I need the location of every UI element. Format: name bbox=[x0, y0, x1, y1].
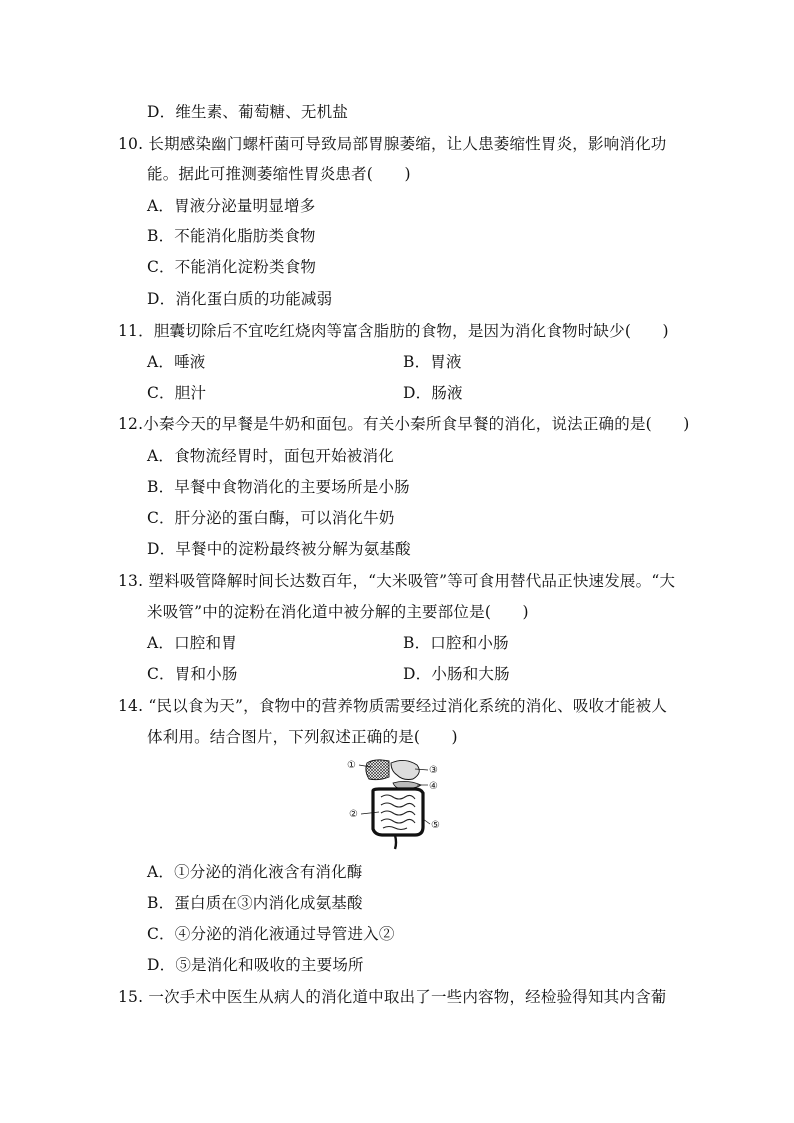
q14-stem-line1: 14. “民以食为天”，食物中的营养物质需要经过消化系统的消化、吸收才能被人 bbox=[118, 697, 668, 715]
q14-option-c: C．④分泌的消化液通过导管进入② bbox=[147, 925, 395, 943]
q12-option-d: D．早餐中的淀粉最终被分解为氨基酸 bbox=[147, 540, 411, 558]
large-intestine-shape bbox=[373, 789, 423, 835]
q13-option-b: B．口腔和小肠 bbox=[403, 634, 509, 652]
q10-option-d: D．消化蛋白质的功能减弱 bbox=[147, 290, 333, 308]
q10-option-a: A．胃液分泌量明显增多 bbox=[147, 197, 316, 215]
q11-option-c: C．胆汁 bbox=[147, 384, 207, 402]
q12-option-b: B．早餐中食物消化的主要场所是小肠 bbox=[147, 478, 410, 496]
q11-option-a: A．唾液 bbox=[147, 353, 206, 371]
q10-stem-line2: 能。据此可推测萎缩性胃炎患者( ) bbox=[147, 165, 411, 183]
q14-option-b: B．蛋白质在③内消化成氨基酸 bbox=[147, 894, 363, 912]
liver-shape bbox=[366, 760, 389, 780]
label-1: ① bbox=[347, 760, 356, 771]
q14-stem-line2: 体利用。结合图片，下列叙述正确的是( ) bbox=[147, 728, 458, 746]
q13-option-a: A．口腔和胃 bbox=[147, 634, 237, 652]
label-5: ⑤ bbox=[431, 820, 440, 831]
label-4: ④ bbox=[429, 781, 438, 792]
q15-stem-line1: 15. 一次手术中医生从病人的消化道中取出了一些内容物，经检验得知其内含葡 bbox=[118, 988, 667, 1006]
q14-option-d: D．⑤是消化和吸收的主要场所 bbox=[147, 956, 364, 974]
q10-stem-line1: 10. 长期感染幽门螺杆菌可导致局部胃腺萎缩，让人患萎缩性胃炎，影响消化功 bbox=[118, 135, 667, 153]
q9-option-d: D．维生素、葡萄糖、无机盐 bbox=[147, 103, 349, 121]
digestive-system-figure bbox=[345, 755, 455, 850]
label-2: ② bbox=[349, 809, 358, 820]
q10-option-c: C．不能消化淀粉类食物 bbox=[147, 258, 317, 276]
q12-option-c: C．肝分泌的蛋白酶，可以消化牛奶 bbox=[147, 509, 395, 527]
q12-stem: 12.小秦今天的早餐是牛奶和面包。有关小秦所食早餐的消化，说法正确的是( ) bbox=[118, 415, 690, 433]
q10-option-b: B．不能消化脂肪类食物 bbox=[147, 227, 316, 245]
label-3: ③ bbox=[429, 765, 438, 776]
q13-option-c: C．胃和小肠 bbox=[147, 665, 238, 683]
q13-stem-line1: 13. 塑料吸管降解时间长达数百年，“大米吸管”等可食用替代品正快速发展。“大 bbox=[118, 572, 676, 590]
q11-option-b: B．胃液 bbox=[403, 353, 462, 371]
stomach-shape bbox=[391, 760, 419, 779]
q11-stem: 11．胆囊切除后不宜吃红烧肉等富含脂肪的食物，是因为消化食物时缺少( ) bbox=[118, 322, 669, 340]
rectum-shape bbox=[395, 835, 396, 849]
q11-option-d: D．肠液 bbox=[403, 384, 463, 402]
q12-option-a: A．食物流经胃时，面包开始被消化 bbox=[147, 447, 394, 465]
q13-stem-line2: 米吸管”中的淀粉在消化道中被分解的主要部位是( ) bbox=[147, 603, 529, 621]
q13-option-d: D．小肠和大肠 bbox=[403, 665, 510, 683]
small-intestine-shape bbox=[381, 795, 415, 830]
q14-option-a: A．①分泌的消化液含有消化酶 bbox=[147, 863, 363, 881]
